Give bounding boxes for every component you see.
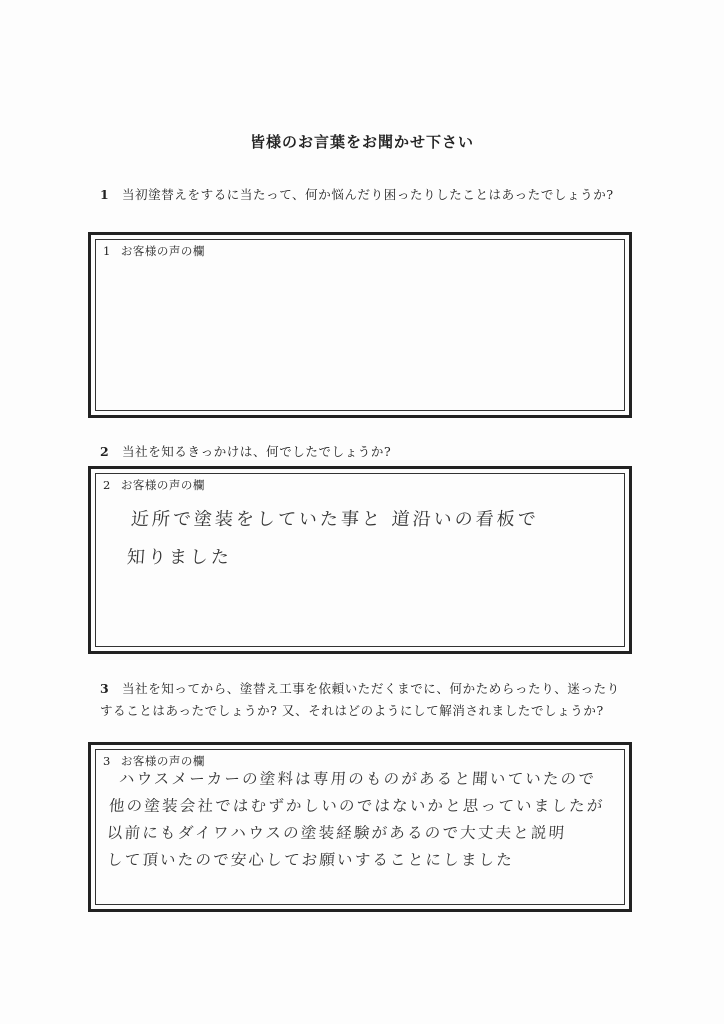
box-number: 2 — [103, 478, 111, 492]
question-number: 1 — [100, 187, 110, 202]
handwritten-answer-line: して頂いたので安心してお願いすることにしました — [106, 851, 515, 869]
question-text: 当社を知ってから、塗替え工事を依頼いただくまでに、何かためらったり、迷ったりすることはあったでしょうか? 又、それはどのようにして解消されましたでしょうか? — [100, 681, 620, 718]
handwritten-answer-line: ハウスメーカーの塗料は専用のものがあると聞いていたので — [118, 770, 597, 788]
question-1 — [100, 184, 630, 206]
question-text: 当社を知るきっかけは、何でしたでしょうか? — [122, 444, 392, 459]
question-number: 3 — [100, 681, 110, 696]
answer-box-label — [103, 243, 205, 259]
handwritten-answer-line: 知りました — [126, 547, 233, 568]
answer-box-label — [103, 477, 205, 493]
question-text: 当初塗替えをするに当たって、何か悩んだり困ったりしたことはあったでしょうか? — [122, 187, 614, 202]
answer-box-3 — [88, 742, 632, 912]
box-label-text: お客様の声の欄 — [120, 478, 205, 492]
box-label-text: お客様の声の欄 — [120, 244, 205, 258]
handwritten-answer-line: 他の塗装会社ではむずかしいのではないかと思っていましたが — [108, 797, 606, 815]
page-title: 皆様のお言葉をお聞かせ下さい — [249, 133, 474, 151]
box-label-text: お客様の声の欄 — [120, 754, 205, 768]
answer-box-2 — [88, 466, 632, 654]
question-number: 2 — [100, 444, 110, 459]
handwritten-answer-line: 以前にもダイワハウスの塗装経験があるので大丈夫と説明 — [106, 824, 567, 842]
box-number: 3 — [103, 754, 111, 768]
answer-box-1 — [88, 232, 632, 418]
box-number: 1 — [103, 244, 111, 258]
question-2 — [100, 441, 630, 463]
handwritten-answer-line: 近所で塗装をしていた事と 道沿いの看板で — [130, 509, 540, 530]
answer-box-inner-border — [95, 239, 625, 411]
question-3 — [100, 678, 630, 722]
